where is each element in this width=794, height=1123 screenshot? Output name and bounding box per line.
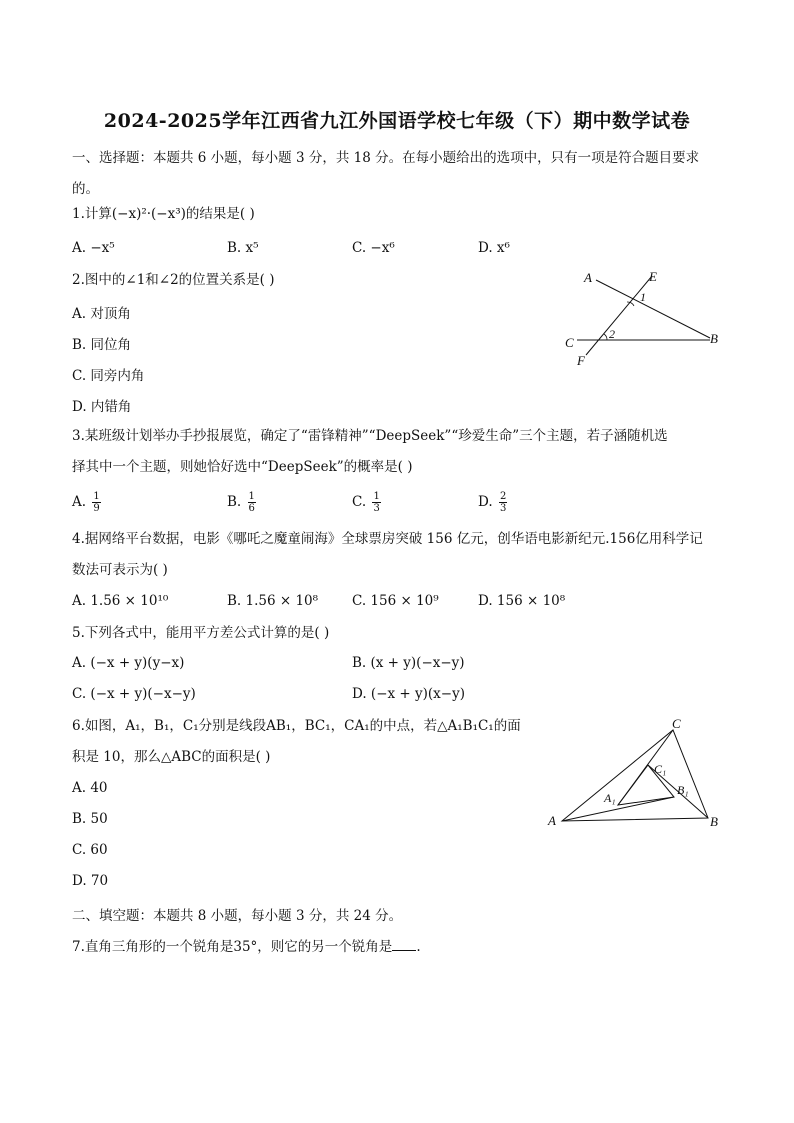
q5-stem: 5.下列各式中，能用平方差公式计算的是( )	[72, 625, 330, 641]
denominator: 9	[93, 503, 100, 514]
label-a: A	[548, 813, 556, 828]
q1-option-b: B. x⁵	[227, 240, 259, 256]
label-c: C	[672, 716, 681, 731]
q6-stem-line1: 6.如图，A₁，B₁，C₁分别是线段AB₁，BC₁，CA₁的中点，若△A₁B₁C₁的面	[72, 718, 521, 734]
angle-2-arc	[604, 334, 607, 340]
q6-option-d: D. 70	[72, 873, 109, 889]
segment-a-b1	[562, 797, 674, 821]
q6-option-b: B. 50	[72, 811, 108, 827]
q3-stem-line2: 择其中一个主题，则她恰好选中“DeepSeek”的概率是( )	[72, 459, 413, 475]
q1-option-d: D. x⁶	[478, 240, 510, 256]
label-b: B	[710, 331, 718, 346]
q4-option-a: A. 1.56 × 10¹⁰	[72, 593, 169, 609]
q3-option-c-label: C.	[352, 494, 367, 510]
q3-option-b	[227, 491, 256, 514]
q3-option-c-fraction	[372, 491, 380, 514]
q1-stem: 1.计算(−x)²·(−x³)的结果是( )	[72, 206, 255, 222]
section-1-heading-line2: 的。	[72, 181, 99, 197]
label-c1: C₁	[654, 762, 667, 776]
label-f: F	[577, 353, 585, 368]
page-title: 2024-2025学年江西省九江外国语学校七年级（下）期中数学试卷	[103, 110, 691, 132]
q7-answer-blank[interactable]	[392, 936, 416, 951]
q6-option-a: A. 40	[72, 780, 108, 796]
q6-option-c: C. 60	[72, 842, 108, 858]
q2-option-c: C. 同旁内角	[72, 368, 145, 384]
numerator: 2	[499, 491, 507, 502]
q6-stem-line2: 积是 10，那么△ABC的面积是( )	[72, 749, 271, 765]
q3-stem-line1: 3.某班级计划举办手抄报展览，确定了“雷锋精神”“DeepSeek”“珍爱生命”三个主题，若子涵随机选	[72, 428, 668, 444]
q2-stem: 2.图中的∠1和∠2的位置关系是( )	[72, 272, 275, 288]
q2-option-b: B. 同位角	[72, 337, 132, 353]
denominator: 3	[373, 503, 380, 514]
q1-option-c: C. −x⁶	[352, 240, 395, 256]
denominator: 6	[248, 503, 255, 514]
numerator: 1	[93, 491, 100, 502]
label-b: B	[710, 814, 718, 829]
q4-option-b: B. 1.56 × 10⁸	[227, 593, 319, 609]
q4-option-d: D. 156 × 10⁸	[478, 593, 566, 609]
q3-option-b-fraction	[248, 491, 256, 514]
q5-option-b: B. (x + y)(−x−y)	[352, 655, 465, 671]
label-a: A	[584, 270, 592, 285]
q3-option-d	[478, 491, 507, 514]
section-2-heading: 二、填空题：本题共 8 小题，每小题 3 分，共 24 分。	[72, 908, 403, 924]
q3-option-a-fraction	[92, 491, 100, 514]
triangle-abc	[562, 730, 708, 821]
q1-option-a: A. −x⁵	[72, 240, 115, 256]
line-ef	[586, 276, 652, 355]
q7-stem	[72, 936, 421, 957]
q3-option-d-fraction	[499, 491, 507, 514]
q5-option-d: D. (−x + y)(x−y)	[352, 686, 465, 702]
q3-option-a	[72, 491, 101, 514]
q3-option-d-label: D.	[478, 494, 493, 510]
label-b1: B₁	[677, 783, 689, 797]
numerator: 1	[248, 491, 255, 502]
q7-stem-end: .	[416, 939, 421, 955]
numerator: 1	[373, 491, 380, 502]
q2-option-a: A. 对顶角	[72, 306, 131, 322]
q4-stem-line1: 4.据网络平台数据，电影《哪吒之魔童闹海》全球票房突破 156 亿元，创华语电影新纪元.156亿用科学记	[72, 531, 703, 547]
q5-option-a: A. (−x + y)(y−x)	[72, 655, 185, 671]
q7-stem-text: 7.直角三角形的一个锐角是35°，则它的另一个锐角是	[72, 939, 393, 955]
q2-option-d: D. 内错角	[72, 399, 132, 415]
section-1-heading-line1: 一、选择题：本题共 6 小题，每小题 3 分，共 18 分。在每小题给出的选项中，只有一项是符合题目要求	[72, 150, 700, 166]
q2-figure	[560, 262, 730, 372]
q4-option-c: C. 156 × 10⁹	[352, 593, 439, 609]
label-angle-1: 1	[640, 290, 646, 304]
label-a1: A₁	[604, 791, 616, 805]
q3-option-b-label: B.	[227, 494, 242, 510]
q4-stem-line2: 数法可表示为( )	[72, 562, 168, 578]
denominator: 3	[499, 503, 507, 514]
q3-option-c	[352, 491, 381, 514]
label-e: E	[649, 269, 657, 284]
label-angle-2: 2	[609, 327, 615, 341]
label-c: C	[565, 335, 574, 350]
q6-figure	[540, 712, 730, 837]
q5-option-c: C. (−x + y)(−x−y)	[72, 686, 196, 702]
q3-option-a-label: A.	[72, 494, 87, 510]
